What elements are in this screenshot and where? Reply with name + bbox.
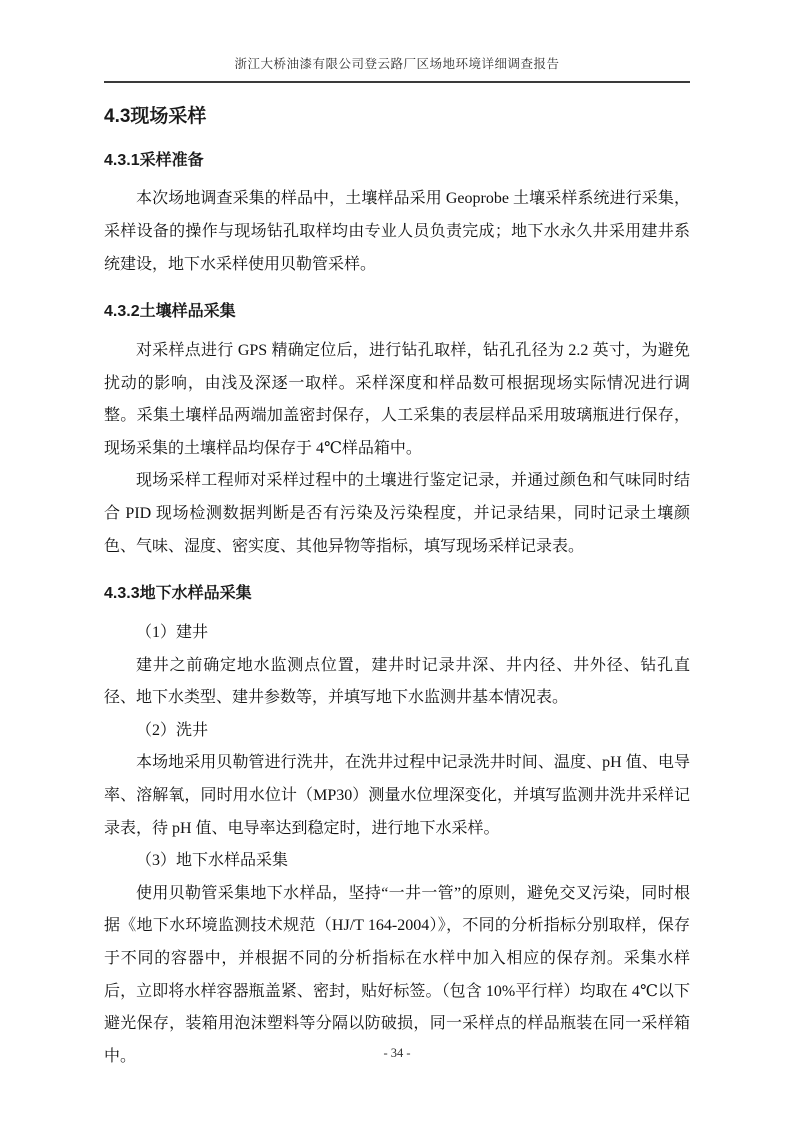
section-heading-4-3: 4.3现场采样	[104, 106, 207, 127]
page-number: - 34 -	[383, 1046, 411, 1060]
list-item-title-well-construction: （1）建井	[136, 623, 209, 641]
list-item-title-groundwater-sampling: （3）地下水样品采集	[136, 852, 289, 870]
list-item-title-well-flushing: （2）洗井	[136, 721, 209, 739]
paragraph-soil-sampling-2: 现场采样工程师对采样过程中的土壤进行鉴定记录，并通过颜色和气味同时结合 PID 现场检测数据判断是否有污染及污染程度，并记录结果，同时记录土壤颜色、气味、湿度、密实度、其他异物等指标，填写现场采样记录表。	[104, 472, 690, 555]
paragraph-sampling-preparation: 本次场地调查采集的样品中，土壤样品采用 Geoprobe 土壤采样系统进行采集，采样设备的操作与现场钻孔取样均由专业人员负责完成；地下水永久井采用建井系统建设，地下水采样使用贝勒管采样。	[104, 190, 690, 273]
section-heading-4-3-3: 4.3.3地下水样品采集	[104, 585, 252, 603]
header-rule	[104, 81, 690, 83]
section-heading-4-3-1: 4.3.1采样准备	[104, 151, 204, 169]
paragraph-well-flushing: 本场地采用贝勒管进行洗井，在洗井过程中记录洗井时间、温度、pH 值、电导率、溶解氧，同时用水位计（MP30）测量水位埋深变化，并填写监测井洗井采样记录表，待 pH 值、电导率达到稳定时，进行地下水采样。	[104, 754, 690, 837]
header-title: 浙江大桥油漆有限公司登云路厂区场地环境详细调查报告	[234, 57, 560, 71]
paragraph-soil-sampling-1: 对采样点进行 GPS 精确定位后，进行钻孔取样，钻孔孔径为 2.2 英寸，为避免扰动的影响，由浅及深逐一取样。采样深度和样品数可根据现场实际情况进行调整。采集土壤样品两端加盖密封保存，人工采集的表层样品采用玻璃瓶进行保存，现场采集的土壤样品均保存于 4℃样品箱中。	[104, 342, 690, 457]
paragraph-groundwater-sampling: 使用贝勒管采集地下水样品，坚持“一井一管”的原则，避免交叉污染，同时根据《地下水环境监测技术规范（HJ/T 164-2004）》，不同的分析指标分别取样，保存于不同的容器中，并根据不同的分析指标在水样中加入相应的保存剂。采集水样后，立即将水样容器瓶盖紧、密封，贴好标签。（包含 10%平行样）均取在 4℃以下避光保存，装箱用泡沫塑料等分隔以防破损，同一采样点的样品瓶装在同一采样箱中。	[104, 884, 690, 1065]
document-body	[104, 104, 690, 1073]
section-heading-4-3-2: 4.3.2土壤样品采集	[104, 303, 236, 321]
paragraph-well-construction: 建井之前确定地水监测点位置，建井时记录井深、井内径、井外径、钻孔直径、地下水类型、建井参数等，并填写地下水监测井基本情况表。	[104, 656, 690, 707]
page-header	[104, 0, 690, 83]
